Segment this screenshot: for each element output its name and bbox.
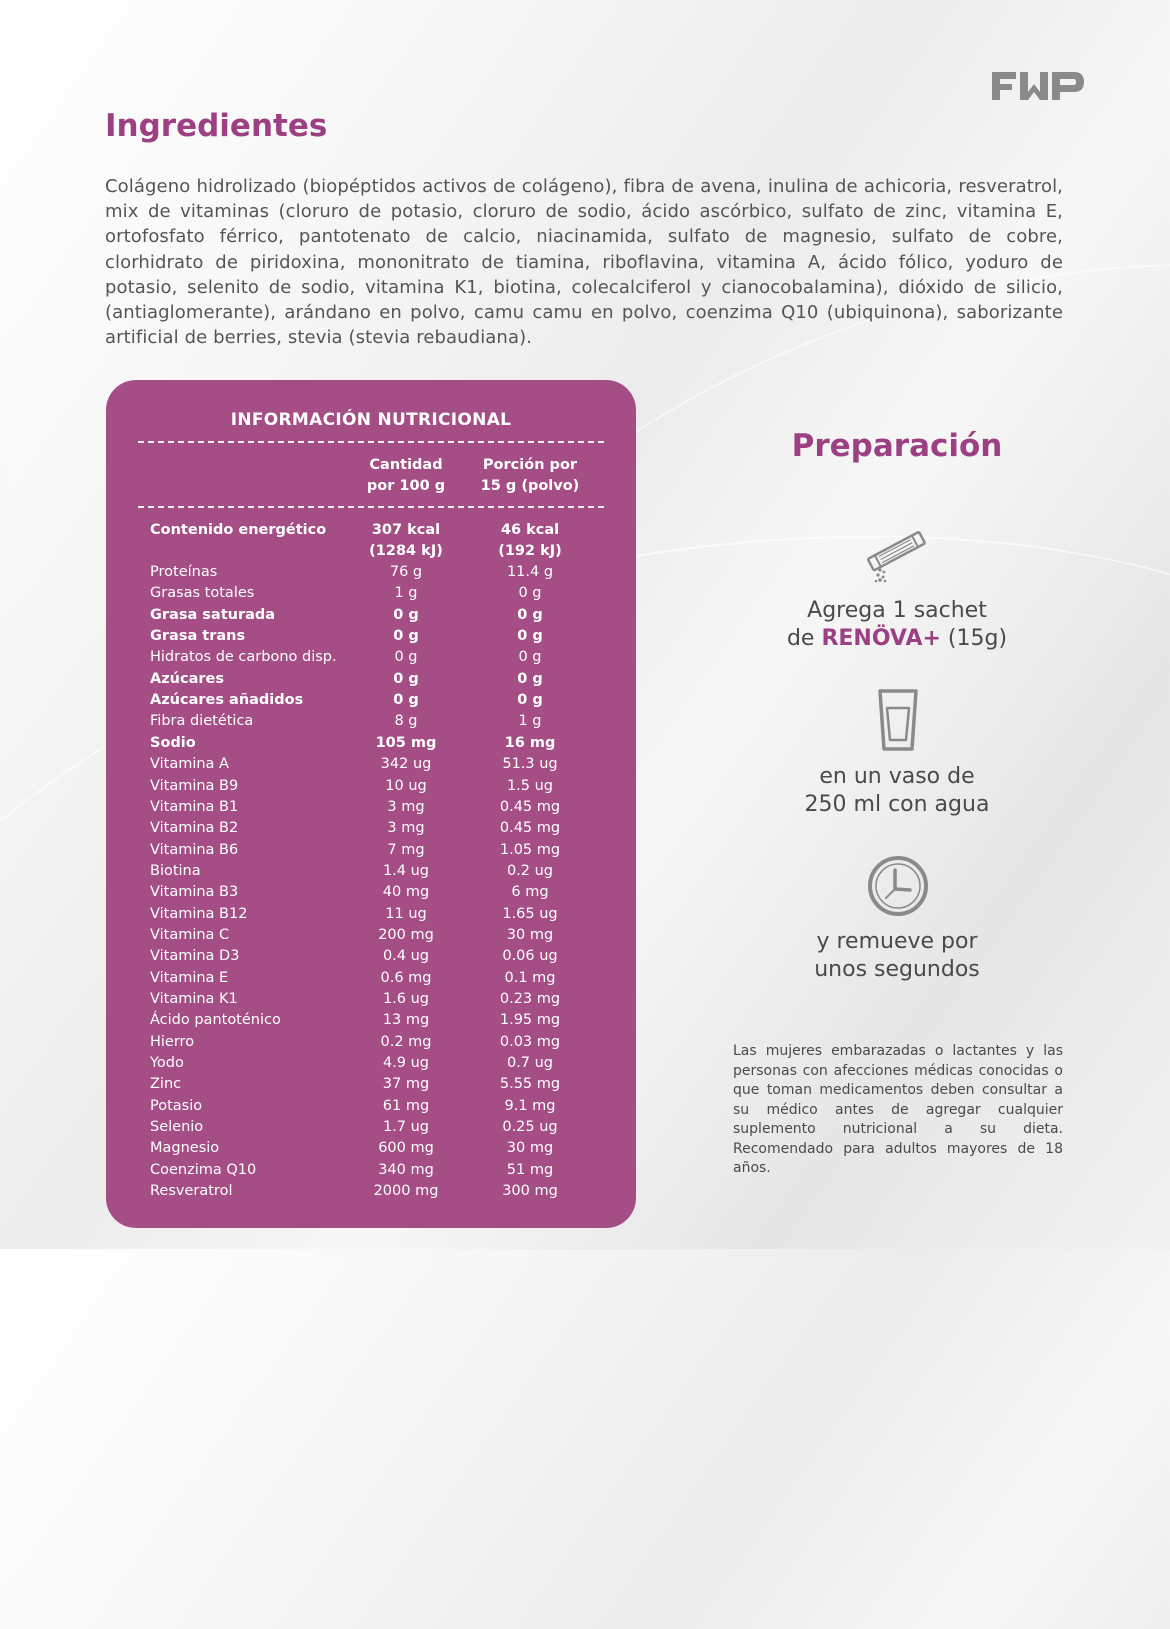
nutrient-per100: 3 mg [387,820,425,837]
ingredients-title: Ingredientes [105,108,328,144]
step-3-line-2: unos segundos [814,957,980,982]
nutrient-name: Resveratrol [150,1183,233,1200]
energy-portion-kcal: 46 kcal [500,522,560,538]
nutrient-per100: 3 mg [387,798,425,815]
step-1-suffix: (15g) [940,626,1008,651]
step-3-text [760,928,1034,984]
nutrient-per100: 2000 mg [373,1183,439,1200]
nutrient-name: Zinc [150,1076,182,1093]
nutrient-name: Vitamina B2 [150,820,239,837]
nutrient-name: Selenio [150,1119,204,1136]
nutrient-name: Sodio [150,734,196,751]
nutrient-per100: 200 mg [378,926,434,943]
column-header-portion-line1: Porción por [482,457,578,473]
nutrient-per100: 0.2 mg [380,1033,432,1050]
nutrient-per100: 0 g [394,649,418,666]
nutrient-portion: 0.25 ug [502,1119,558,1136]
nutrient-name: Vitamina A [150,756,229,773]
nutrient-name: Magnesio [150,1140,220,1157]
nutrient-portion: 0.23 mg [499,991,561,1007]
nutrient-name: Coenzima Q10 [150,1161,257,1178]
nutrient-name: Proteínas [150,564,218,580]
nutrient-per100: 0.6 mg [380,969,432,986]
nutrient-per100: 8 g [394,713,418,730]
nutrition-divider-top [138,441,604,443]
nutrient-per100: 11 ug [385,905,427,922]
nutrient-name: Vitamina B12 [150,905,248,922]
nutrient-portion: 30 mg [506,926,554,943]
medical-disclaimer: Las mujeres embarazadas o lactantes y las personas con afecciones médicas conocidas o que toman medicamentos deben consultar a su médico antes de agregar cualquier suplemento nutricional a su dieta. Recomendado para adultos mayores de 18 años. [733,1043,1063,1176]
column-header-per100 [346,455,466,497]
nutrient-name: Vitamina B9 [150,777,239,794]
nutrient-portion: 16 mg [504,734,556,751]
nutrient-per100: 342 ug [380,756,432,773]
nutrient-per100: 0.4 ug [382,948,430,965]
nutrient-name: Fibra dietética [150,713,254,730]
nutrient-name: Vitamina E [150,969,229,986]
nutrient-portion: 0 g [517,670,543,687]
step-2-text [760,763,1034,819]
nutrient-portion: 51 mg [506,1161,554,1178]
nutrient-per100: 61 mg [382,1097,430,1114]
nutrient-name: Yodo [150,1055,184,1072]
brand-logo-mark [990,66,1086,106]
nutrient-per100: 40 mg [382,884,430,901]
nutrient-per100: 7 mg [387,841,425,858]
nutrient-portion: 5.55 mg [499,1076,561,1093]
nutrient-per100: 10 ug [385,777,427,794]
energy-per100-kcal: 307 kcal [371,522,441,538]
nutrient-portion: 0.45 mg [499,820,561,837]
nutrient-portion: 51.3 ug [502,756,558,773]
ingredients-text: Colágeno hidrolizado (biopéptidos activos de colágeno), fibra de avena, inulina de achicoria, resveratrol, mix de vitaminas (cloruro de potasio, cloruro de sodio, ácido ascórbico, sulfato de zinc, vitamina E, ortofosfato férrico, pantotenato de calcio, niacinamida, sulfato de magnesio, sulfato de cobre, clorhidrato de piridoxina, mononitrato de tiamina, riboflavina, vitamina A, ácido fólico, yoduro de potasio, selenito de sodio, vitamina K1, biotina, colecalciferol y cianocobalamina), dióxido de silicio, (antiaglomerante), arándano en polvo, camu camu en polvo, coenzima Q10 (ubiquinona), saborizante artificial de berries, stevia (stevia rebaudiana). [105,176,1063,349]
nutrient-per100: 0 g [393,606,419,623]
nutrition-card [106,380,636,1228]
nutrient-name: Ácido pantoténico [150,1012,281,1029]
step-3-line-1: y remueve por [816,929,978,954]
nutrient-name: Vitamina B1 [150,798,239,815]
column-header-portion [470,455,590,497]
step-2-line-1: en un vaso de [819,764,975,789]
nutrition-title: INFORMACIÓN NUTRICIONAL [230,410,512,430]
nutrient-per100: 1 g [394,585,418,602]
nutrient-portion: 30 mg [506,1140,554,1157]
nutrient-per100: 0 g [393,692,419,709]
nutrient-per100: 105 mg [375,734,437,751]
nutrient-per100: 76 g [389,564,423,580]
nutrient-portion: 0.2 ug [506,862,554,879]
nutrient-per100 [346,520,466,562]
nutrient-portion: 6 mg [511,884,549,901]
energy-portion-kj: (192 kJ) [498,543,562,559]
nutrient-name: Vitamina B3 [150,884,239,901]
nutrient-portion: 0.7 ug [506,1055,554,1072]
step-1-line-1: Agrega 1 sachet [807,598,987,623]
nutrient-name: Grasa trans [150,628,246,645]
product-brand-name: RENÖVA+ [821,626,941,651]
nutrient-name: Vitamina B6 [150,841,239,858]
nutrient-portion: 1.5 ug [506,777,554,794]
energy-per100-kj: (1284 kJ) [369,543,443,559]
nutrient-portion: 0 g [517,606,543,623]
nutrient-per100: 4.9 ug [382,1055,430,1072]
column-header-portion-line2: 15 g (polvo) [480,478,580,494]
nutrient-per100: 13 mg [382,1012,430,1029]
nutrient-name: Hierro [150,1033,195,1050]
nutrient-per100: 340 mg [378,1161,434,1178]
column-header-per100-line2: por 100 g [366,478,446,494]
nutrient-per100: 0 g [393,628,419,645]
brand-logo [990,66,1086,106]
nutrient-portion: 1.65 ug [502,905,558,922]
nutrient-name: Vitamina C [150,926,230,943]
nutrient-portion: 0.06 ug [502,948,558,965]
nutrient-portion: 1.05 mg [499,841,561,858]
step-1-text [760,597,1034,653]
nutrient-portion: 0 g [517,628,543,645]
nutrient-name: Contenido energético [150,522,327,538]
nutrient-name: Grasas totales [150,585,255,602]
nutrient-portion: 1 g [518,713,542,730]
nutrition-divider-header [138,506,604,508]
nutrient-name: Hidratos de carbono disp. [150,649,337,666]
nutrient-portion: 0 g [518,649,542,666]
clock-icon [866,854,930,918]
nutrient-portion: 300 mg [502,1183,558,1200]
nutrient-portion: 0 g [518,585,542,602]
nutrient-per100: 0 g [393,670,419,687]
glass-icon [877,688,919,752]
nutrient-name: Vitamina D3 [150,948,240,965]
nutrient-per100: 600 mg [378,1140,434,1157]
nutrient-name: Biotina [150,862,201,879]
sachet-icon [862,522,934,586]
nutrient-portion: 0.03 mg [499,1033,561,1050]
nutrient-portion [470,520,590,562]
nutrient-name: Azúcares añadidos [150,692,304,709]
step-1-prefix: de [786,626,822,651]
nutrient-portion: 0 g [517,692,543,709]
nutrient-portion: 0.1 mg [504,969,556,986]
nutrient-name: Grasa saturada [150,606,276,623]
nutrient-per100: 1.4 ug [382,862,430,879]
nutrient-name: Potasio [150,1097,203,1114]
nutrient-name: Azúcares [150,670,224,687]
preparation-title: Preparación [791,428,1003,464]
nutrient-portion: 0.45 mg [499,798,561,815]
step-1-line-2 [760,625,1034,653]
nutrient-portion: 11.4 g [506,564,554,580]
nutrient-name: Vitamina K1 [150,991,238,1007]
nutrient-portion: 1.95 mg [499,1012,561,1029]
step-2-line-2: 250 ml con agua [804,792,990,817]
nutrient-per100: 37 mg [382,1076,430,1093]
nutrient-portion: 9.1 mg [504,1097,556,1114]
column-header-per100-line1: Cantidad [369,457,443,473]
nutrient-per100: 1.7 ug [382,1119,430,1136]
nutrient-per100: 1.6 ug [382,991,430,1007]
